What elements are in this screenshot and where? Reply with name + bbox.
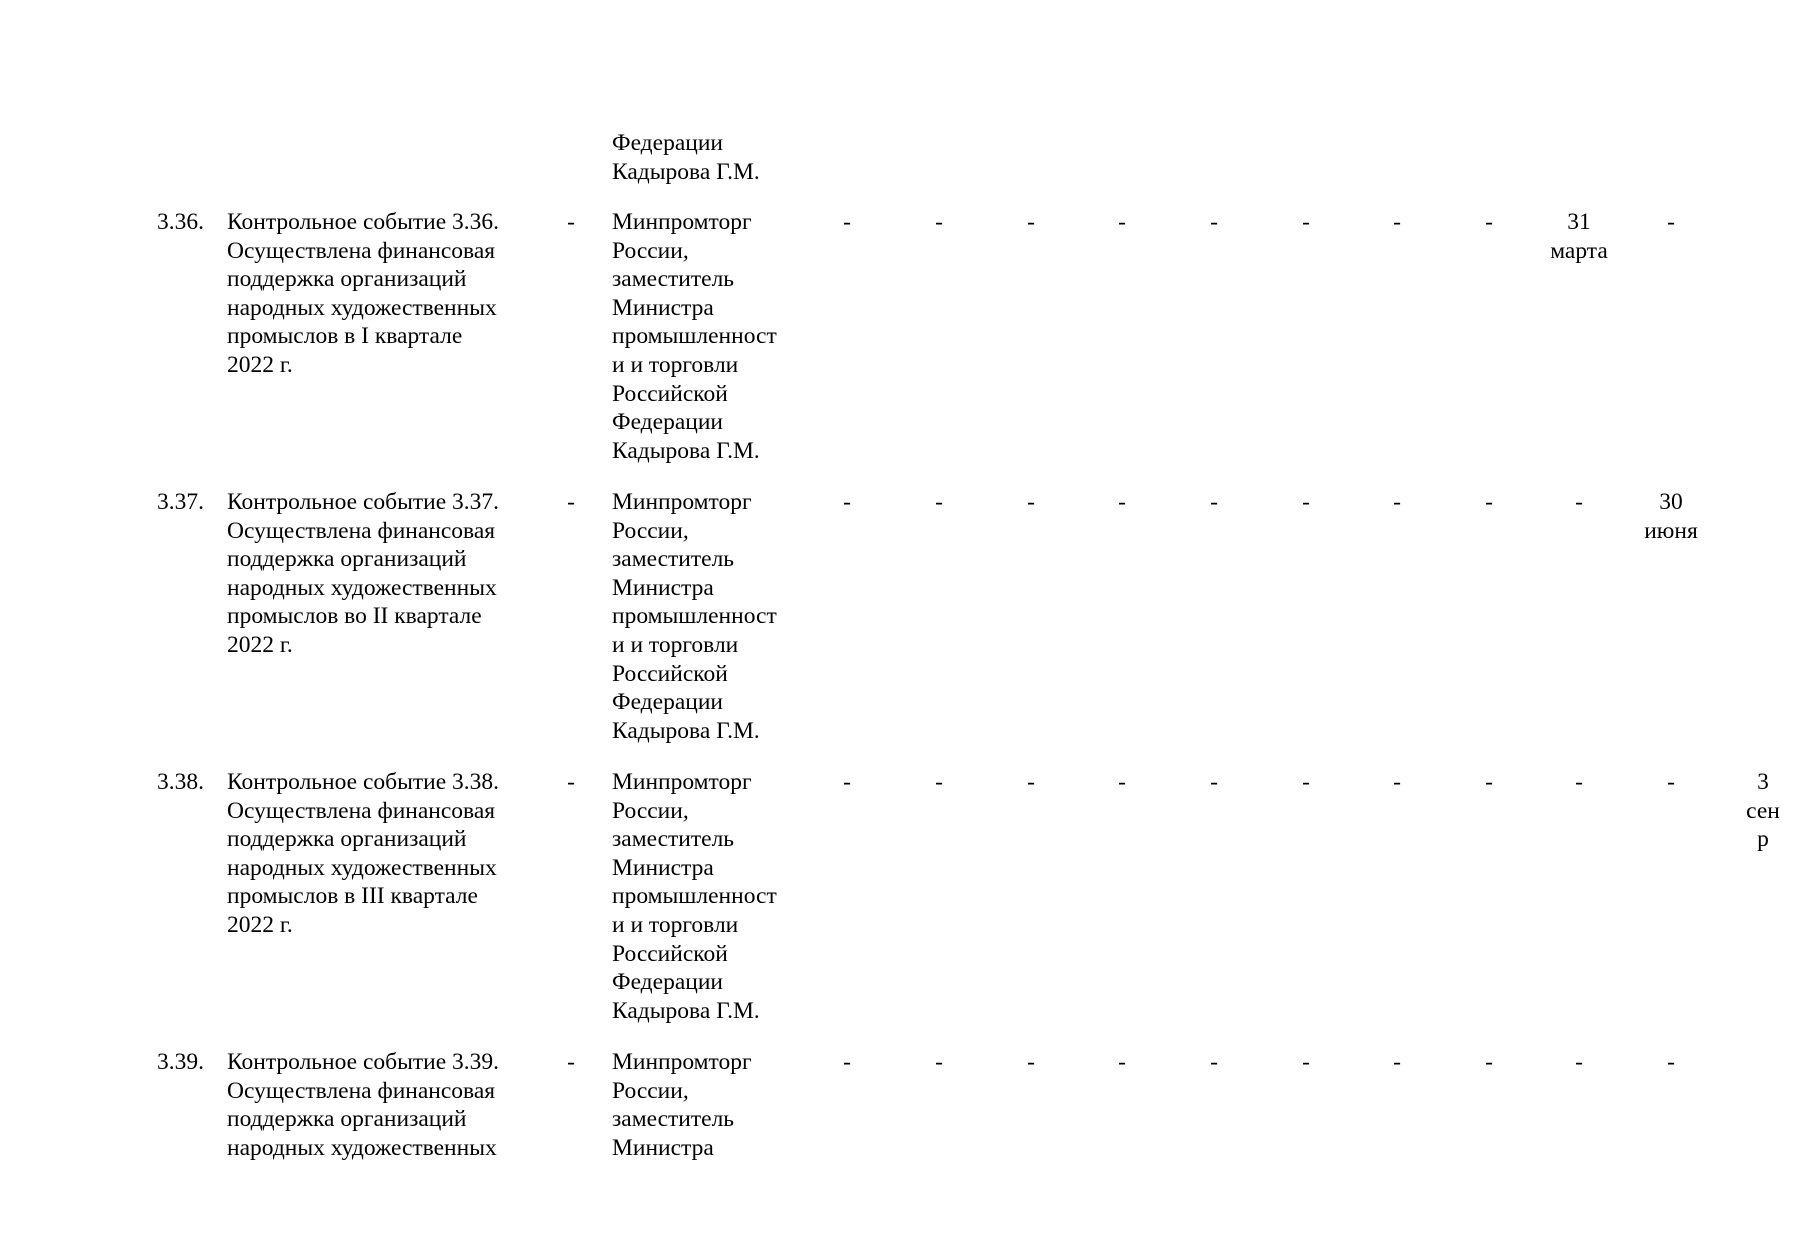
deadline-cell: - bbox=[1667, 769, 1675, 795]
cell-dash: - bbox=[935, 209, 943, 235]
cell-dash: - bbox=[1210, 209, 1218, 235]
cell-dash: - bbox=[935, 489, 943, 515]
deadline-cell: - bbox=[1575, 1049, 1583, 1075]
cell-dash: - bbox=[1027, 1049, 1035, 1075]
cell-dash: - bbox=[843, 209, 851, 235]
cell-dash: - bbox=[1393, 1049, 1401, 1075]
deadline-cell: - bbox=[1575, 769, 1583, 795]
cell-dash: - bbox=[1393, 489, 1401, 515]
deadline-cell: - bbox=[1667, 1049, 1675, 1075]
cell-dash: - bbox=[935, 1049, 943, 1075]
event-description: Контрольное событие 3.36. Осуществлена финансовая поддержка организаций народных художественных промыслов в I квартале 2022 г. bbox=[227, 209, 500, 378]
cell-dash: - bbox=[1118, 769, 1126, 795]
cell-dash: - bbox=[1393, 209, 1401, 235]
cell-dash: - bbox=[1302, 489, 1310, 515]
cell-dash: - bbox=[1027, 489, 1035, 515]
responsible-executor: Минпромторг России, заместитель Министра bbox=[612, 1049, 752, 1161]
executor-continuation: Федерации Кадырова Г.М. bbox=[612, 130, 760, 185]
cell-dash: - bbox=[843, 1049, 851, 1075]
deadline-cell: 31 марта bbox=[1550, 209, 1608, 264]
cell-dash: - bbox=[1485, 489, 1493, 515]
cell-dash: - bbox=[1118, 1049, 1126, 1075]
event-description: Контрольное событие 3.38. Осуществлена финансовая поддержка организаций народных художественных промыслов в III квартале 2022 г. bbox=[227, 769, 500, 938]
cell-dash: - bbox=[567, 769, 575, 795]
deadline-cell: - bbox=[1575, 489, 1583, 515]
responsible-executor: Минпромторг России, заместитель Министра промышленност и и торговли Российской Федерации Кадырова Г.М. bbox=[612, 769, 777, 1024]
cell-dash: - bbox=[567, 209, 575, 235]
cell-dash: - bbox=[1210, 1049, 1218, 1075]
cell-dash: - bbox=[1302, 769, 1310, 795]
cell-dash: - bbox=[843, 769, 851, 795]
responsible-executor: Минпромторг России, заместитель Министра промышленност и и торговли Российской Федерации Кадырова Г.М. bbox=[612, 209, 777, 464]
cell-dash: - bbox=[1027, 769, 1035, 795]
event-description: Контрольное событие 3.37. Осуществлена финансовая поддержка организаций народных художественных промыслов во II квартале 2022 г. bbox=[227, 489, 500, 658]
cell-dash: - bbox=[1485, 209, 1493, 235]
cell-dash: - bbox=[1118, 489, 1126, 515]
cell-dash: - bbox=[1302, 1049, 1310, 1075]
cell-dash: - bbox=[1302, 209, 1310, 235]
cell-dash: - bbox=[567, 1049, 575, 1075]
row-number: 3.39. bbox=[157, 1049, 204, 1075]
event-description: Контрольное событие 3.39. Осуществлена финансовая поддержка организаций народных художественных bbox=[227, 1049, 500, 1161]
row-number: 3.36. bbox=[157, 209, 204, 235]
cell-dash: - bbox=[843, 489, 851, 515]
cell-dash: - bbox=[1118, 209, 1126, 235]
cell-dash: - bbox=[1027, 209, 1035, 235]
cell-dash: - bbox=[1393, 769, 1401, 795]
cell-dash: - bbox=[1485, 1049, 1493, 1075]
cell-dash: - bbox=[567, 489, 575, 515]
row-number: 3.38. bbox=[157, 769, 204, 795]
row-number: 3.37. bbox=[157, 489, 204, 515]
deadline-cell: 30 июня bbox=[1644, 489, 1698, 544]
cell-dash: - bbox=[1210, 769, 1218, 795]
cell-dash: - bbox=[1485, 769, 1493, 795]
responsible-executor: Минпромторг России, заместитель Министра промышленност и и торговли Российской Федерации Кадырова Г.М. bbox=[612, 489, 777, 744]
cell-dash: - bbox=[935, 769, 943, 795]
deadline-cell: 3 сен р bbox=[1746, 769, 1780, 853]
deadline-cell: - bbox=[1667, 209, 1675, 235]
cell-dash: - bbox=[1210, 489, 1218, 515]
